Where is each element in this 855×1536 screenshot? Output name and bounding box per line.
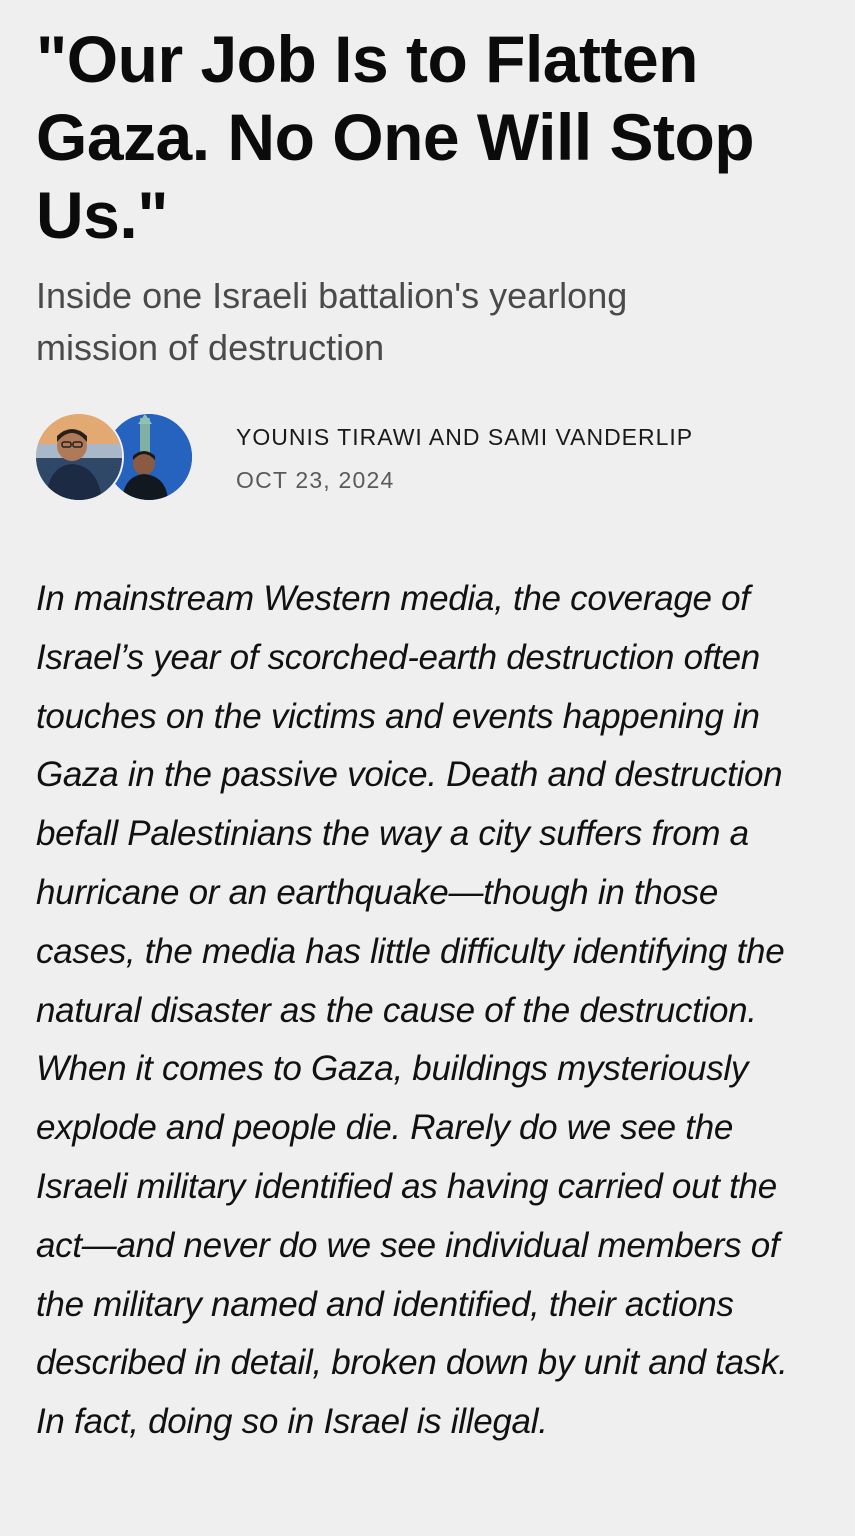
byline [36, 414, 816, 504]
author-avatars[interactable] [36, 414, 196, 502]
publish-date: OCT 23, 2024 [236, 467, 395, 493]
article-title: "Our Job Is to Flatten Gaza. No One Will Stop Us." [36, 22, 755, 252]
article-body: In mainstream Western media, the coverage of Israel’s year of scorched-earth destruction often touches on the victims and events happening in Gaza in the passive voice. Death and destruction befall Palestinians the way a city suffers from a hurricane or an earthquake—though in those cases, the media has little difficulty identifying the natural disaster as the cause of the destruction. When it comes to Gaza, buildings mysteriously explode and people die. Rarely do we see the Israeli military identified as having carried out the act—and never do we see individual members of the military named and identified, their actions described in detail, broken down by unit and task. In fact, doing so in Israel is illegal. [36, 579, 788, 1442]
person-photo-icon [36, 414, 122, 500]
author-avatar-1[interactable] [36, 414, 122, 500]
article-subtitle: Inside one Israeli battalion's yearlong mission of destruction [36, 275, 628, 368]
author-names[interactable]: YOUNIS TIRAWI AND SAMI VANDERLIP [236, 424, 694, 450]
